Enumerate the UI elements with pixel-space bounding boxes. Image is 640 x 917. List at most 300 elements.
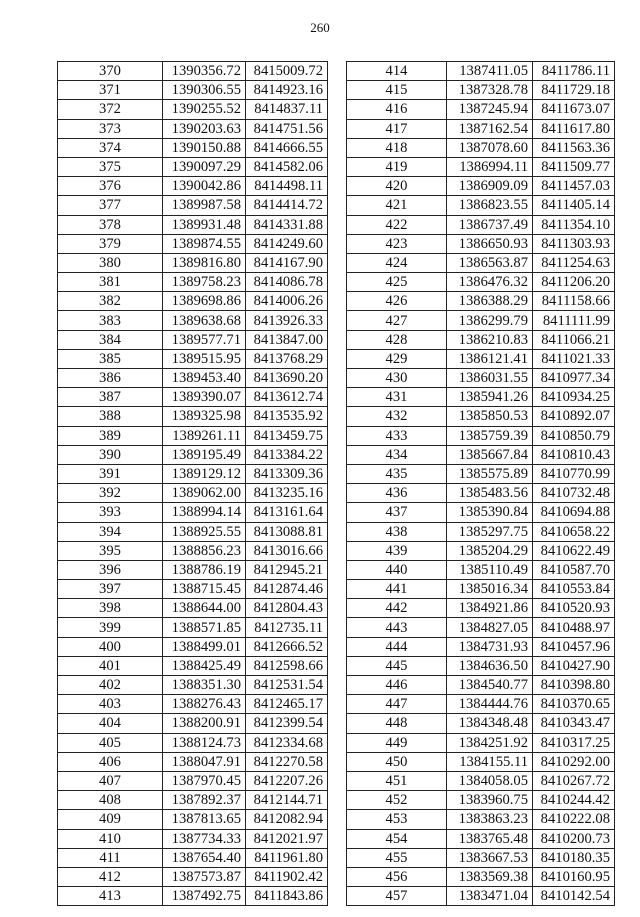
y-coordinate-cell: 8411303.93: [533, 234, 615, 253]
x-coordinate-cell: 1389195.49: [163, 445, 246, 464]
y-coordinate-cell: 8411111.99: [533, 311, 615, 330]
table-row: [58, 234, 328, 253]
coordinate-table-left: [57, 61, 328, 906]
x-coordinate-cell: 1386031.55: [447, 369, 533, 388]
x-coordinate-cell: 1387328.78: [447, 81, 533, 100]
table-row: [58, 848, 328, 867]
y-coordinate-cell: 8410370.65: [533, 695, 615, 714]
y-coordinate-cell: 8410934.25: [533, 388, 615, 407]
y-coordinate-cell: 8413235.16: [246, 484, 328, 503]
y-coordinate-cell: 8411902.42: [246, 867, 328, 886]
y-coordinate-cell: 8410180.35: [533, 848, 615, 867]
y-coordinate-cell: 8410810.43: [533, 445, 615, 464]
table-row: [58, 695, 328, 714]
point-number-cell: 397: [58, 580, 163, 599]
point-number-cell: 437: [347, 503, 447, 522]
point-number-cell: 434: [347, 445, 447, 464]
point-number-cell: 455: [347, 848, 447, 867]
x-coordinate-cell: 1384058.05: [447, 771, 533, 790]
y-coordinate-cell: 8410520.93: [533, 599, 615, 618]
y-coordinate-cell: 8410142.54: [533, 887, 615, 906]
table-row: [58, 676, 328, 695]
table-row: [58, 810, 328, 829]
x-coordinate-cell: 1389758.23: [163, 273, 246, 292]
x-coordinate-cell: 1384636.50: [447, 656, 533, 675]
table-row: [58, 100, 328, 119]
y-coordinate-cell: 8411066.21: [533, 330, 615, 349]
x-coordinate-cell: 1390097.29: [163, 157, 246, 176]
point-number-cell: 427: [347, 311, 447, 330]
x-coordinate-cell: 1387734.33: [163, 829, 246, 848]
x-coordinate-cell: 1383960.75: [447, 791, 533, 810]
y-coordinate-cell: 8412144.71: [246, 791, 328, 810]
table-row: [58, 580, 328, 599]
y-coordinate-cell: 8411254.63: [533, 253, 615, 272]
point-number-cell: 428: [347, 330, 447, 349]
table-row: [58, 157, 328, 176]
y-coordinate-cell: 8412082.94: [246, 810, 328, 829]
x-coordinate-cell: 1388200.91: [163, 714, 246, 733]
x-coordinate-cell: 1387245.94: [447, 100, 533, 119]
point-number-cell: 436: [347, 484, 447, 503]
y-coordinate-cell: 8411158.66: [533, 292, 615, 311]
point-number-cell: 433: [347, 426, 447, 445]
table-row: [347, 599, 615, 618]
y-coordinate-cell: 8415009.72: [246, 62, 328, 81]
x-coordinate-cell: 1386737.49: [447, 215, 533, 234]
y-coordinate-cell: 8411673.07: [533, 100, 615, 119]
point-number-cell: 401: [58, 656, 163, 675]
y-coordinate-cell: 8410160.95: [533, 867, 615, 886]
table-row: [58, 599, 328, 618]
x-coordinate-cell: 1384540.77: [447, 676, 533, 695]
point-number-cell: 413: [58, 887, 163, 906]
x-coordinate-cell: 1388124.73: [163, 733, 246, 752]
point-number-cell: 443: [347, 618, 447, 637]
point-number-cell: 445: [347, 656, 447, 675]
table-row: [347, 100, 615, 119]
point-number-cell: 442: [347, 599, 447, 618]
point-number-cell: 383: [58, 311, 163, 330]
table-row: [58, 215, 328, 234]
point-number-cell: 416: [347, 100, 447, 119]
table-row: [347, 676, 615, 695]
x-coordinate-cell: 1384155.11: [447, 752, 533, 771]
y-coordinate-cell: 8413847.00: [246, 330, 328, 349]
x-coordinate-cell: 1389325.98: [163, 407, 246, 426]
y-coordinate-cell: 8410770.99: [533, 464, 615, 483]
table-row: [347, 407, 615, 426]
table-row: [58, 407, 328, 426]
point-number-cell: 440: [347, 560, 447, 579]
point-number-cell: 370: [58, 62, 163, 81]
y-coordinate-cell: 8414923.16: [246, 81, 328, 100]
point-number-cell: 452: [347, 791, 447, 810]
table-row: [58, 369, 328, 388]
y-coordinate-cell: 8412874.46: [246, 580, 328, 599]
y-coordinate-cell: 8412735.11: [246, 618, 328, 637]
table-row: [58, 464, 328, 483]
x-coordinate-cell: 1388856.23: [163, 541, 246, 560]
x-coordinate-cell: 1384921.86: [447, 599, 533, 618]
x-coordinate-cell: 1389062.00: [163, 484, 246, 503]
x-coordinate-cell: 1383863.23: [447, 810, 533, 829]
y-coordinate-cell: 8413612.74: [246, 388, 328, 407]
point-number-cell: 371: [58, 81, 163, 100]
x-coordinate-cell: 1385759.39: [447, 426, 533, 445]
y-coordinate-cell: 8412021.97: [246, 829, 328, 848]
y-coordinate-cell: 8410732.48: [533, 484, 615, 503]
point-number-cell: 453: [347, 810, 447, 829]
table-row: [347, 522, 615, 541]
table-row: [58, 714, 328, 733]
y-coordinate-cell: 8410850.79: [533, 426, 615, 445]
y-coordinate-cell: 8410222.08: [533, 810, 615, 829]
x-coordinate-cell: 1388994.14: [163, 503, 246, 522]
table-row: [347, 215, 615, 234]
x-coordinate-cell: 1390150.88: [163, 138, 246, 157]
point-number-cell: 441: [347, 580, 447, 599]
point-number-cell: 386: [58, 369, 163, 388]
x-coordinate-cell: 1386299.79: [447, 311, 533, 330]
x-coordinate-cell: 1385850.53: [447, 407, 533, 426]
point-number-cell: 422: [347, 215, 447, 234]
table-row: [58, 503, 328, 522]
table-row: [58, 81, 328, 100]
x-coordinate-cell: 1385941.26: [447, 388, 533, 407]
table-row: [347, 829, 615, 848]
table-row: [347, 848, 615, 867]
table-row: [58, 292, 328, 311]
x-coordinate-cell: 1386823.55: [447, 196, 533, 215]
table-row: [58, 733, 328, 752]
y-coordinate-cell: 8413384.22: [246, 445, 328, 464]
table-row: [347, 349, 615, 368]
x-coordinate-cell: 1385204.29: [447, 541, 533, 560]
x-coordinate-cell: 1384348.48: [447, 714, 533, 733]
x-coordinate-cell: 1387892.37: [163, 791, 246, 810]
table-row: [347, 388, 615, 407]
y-coordinate-cell: 8414086.78: [246, 273, 328, 292]
table-row: [58, 426, 328, 445]
point-number-cell: 376: [58, 177, 163, 196]
table-row: [58, 656, 328, 675]
x-coordinate-cell: 1385110.49: [447, 560, 533, 579]
x-coordinate-cell: 1387411.05: [447, 62, 533, 81]
x-coordinate-cell: 1384827.05: [447, 618, 533, 637]
point-number-cell: 387: [58, 388, 163, 407]
y-coordinate-cell: 8410658.22: [533, 522, 615, 541]
y-coordinate-cell: 8410892.07: [533, 407, 615, 426]
x-coordinate-cell: 1388644.00: [163, 599, 246, 618]
page-number: 260: [310, 20, 330, 35]
table-row: [58, 138, 328, 157]
y-coordinate-cell: 8410398.80: [533, 676, 615, 695]
point-number-cell: 377: [58, 196, 163, 215]
y-coordinate-cell: 8414582.06: [246, 157, 328, 176]
y-coordinate-cell: 8410267.72: [533, 771, 615, 790]
x-coordinate-cell: 1386210.83: [447, 330, 533, 349]
x-coordinate-cell: 1388786.19: [163, 560, 246, 579]
table-row: [58, 637, 328, 656]
point-number-cell: 429: [347, 349, 447, 368]
x-coordinate-cell: 1388571.85: [163, 618, 246, 637]
point-number-cell: 385: [58, 349, 163, 368]
y-coordinate-cell: 8411354.10: [533, 215, 615, 234]
point-number-cell: 418: [347, 138, 447, 157]
table-row: [347, 464, 615, 483]
x-coordinate-cell: 1389816.80: [163, 253, 246, 272]
x-coordinate-cell: 1385390.84: [447, 503, 533, 522]
x-coordinate-cell: 1389261.11: [163, 426, 246, 445]
x-coordinate-cell: 1389577.71: [163, 330, 246, 349]
point-number-cell: 391: [58, 464, 163, 483]
point-number-cell: 426: [347, 292, 447, 311]
y-coordinate-cell: 8414167.90: [246, 253, 328, 272]
point-number-cell: 406: [58, 752, 163, 771]
table-row: [58, 388, 328, 407]
x-coordinate-cell: 1388351.30: [163, 676, 246, 695]
y-coordinate-cell: 8410292.00: [533, 752, 615, 771]
x-coordinate-cell: 1387162.54: [447, 119, 533, 138]
x-coordinate-cell: 1387654.40: [163, 848, 246, 867]
x-coordinate-cell: 1387813.65: [163, 810, 246, 829]
y-coordinate-cell: 8412270.58: [246, 752, 328, 771]
table-row: [347, 157, 615, 176]
point-number-cell: 396: [58, 560, 163, 579]
point-number-cell: 394: [58, 522, 163, 541]
x-coordinate-cell: 1390356.72: [163, 62, 246, 81]
y-coordinate-cell: 8411729.18: [533, 81, 615, 100]
y-coordinate-cell: 8412804.43: [246, 599, 328, 618]
table-row: [58, 484, 328, 503]
x-coordinate-cell: 1386563.87: [447, 253, 533, 272]
y-coordinate-cell: 8413016.66: [246, 541, 328, 560]
table-row: [58, 791, 328, 810]
table-row: [58, 349, 328, 368]
table-row: [347, 887, 615, 906]
x-coordinate-cell: 1390306.55: [163, 81, 246, 100]
point-number-cell: 380: [58, 253, 163, 272]
table-row: [347, 484, 615, 503]
y-coordinate-cell: 8410977.34: [533, 369, 615, 388]
point-number-cell: 454: [347, 829, 447, 848]
x-coordinate-cell: 1389129.12: [163, 464, 246, 483]
y-coordinate-cell: 8411509.77: [533, 157, 615, 176]
table-row: [58, 119, 328, 138]
y-coordinate-cell: 8414837.11: [246, 100, 328, 119]
x-coordinate-cell: 1389453.40: [163, 369, 246, 388]
table-row: [58, 771, 328, 790]
table-row: [347, 867, 615, 886]
x-coordinate-cell: 1389874.55: [163, 234, 246, 253]
point-number-cell: 405: [58, 733, 163, 752]
point-number-cell: 378: [58, 215, 163, 234]
x-coordinate-cell: 1388925.55: [163, 522, 246, 541]
y-coordinate-cell: 8412334.68: [246, 733, 328, 752]
y-coordinate-cell: 8412465.17: [246, 695, 328, 714]
y-coordinate-cell: 8414498.11: [246, 177, 328, 196]
x-coordinate-cell: 1386121.41: [447, 349, 533, 368]
point-number-cell: 398: [58, 599, 163, 618]
table-row: [347, 81, 615, 100]
y-coordinate-cell: 8413535.92: [246, 407, 328, 426]
y-coordinate-cell: 8412598.66: [246, 656, 328, 675]
y-coordinate-cell: 8413459.75: [246, 426, 328, 445]
x-coordinate-cell: 1385483.56: [447, 484, 533, 503]
y-coordinate-cell: 8412945.21: [246, 560, 328, 579]
table-row: [58, 253, 328, 272]
y-coordinate-cell: 8411617.80: [533, 119, 615, 138]
y-coordinate-cell: 8414331.88: [246, 215, 328, 234]
x-coordinate-cell: 1389515.95: [163, 349, 246, 368]
x-coordinate-cell: 1387970.45: [163, 771, 246, 790]
y-coordinate-cell: 8411563.36: [533, 138, 615, 157]
point-number-cell: 439: [347, 541, 447, 560]
x-coordinate-cell: 1390042.86: [163, 177, 246, 196]
y-coordinate-cell: 8410622.49: [533, 541, 615, 560]
table-row: [347, 752, 615, 771]
x-coordinate-cell: 1386388.29: [447, 292, 533, 311]
point-number-cell: 375: [58, 157, 163, 176]
table-row: [347, 656, 615, 675]
x-coordinate-cell: 1384444.76: [447, 695, 533, 714]
table-row: [347, 733, 615, 752]
y-coordinate-cell: 8413690.20: [246, 369, 328, 388]
x-coordinate-cell: 1386476.32: [447, 273, 533, 292]
table-row: [347, 503, 615, 522]
point-number-cell: 400: [58, 637, 163, 656]
point-number-cell: 392: [58, 484, 163, 503]
y-coordinate-cell: 8414414.72: [246, 196, 328, 215]
table-row: [347, 810, 615, 829]
point-number-cell: 444: [347, 637, 447, 656]
point-number-cell: 379: [58, 234, 163, 253]
point-number-cell: 412: [58, 867, 163, 886]
x-coordinate-cell: 1387573.87: [163, 867, 246, 886]
x-coordinate-cell: 1384731.93: [447, 637, 533, 656]
point-number-cell: 420: [347, 177, 447, 196]
y-coordinate-cell: 8411457.03: [533, 177, 615, 196]
point-number-cell: 388: [58, 407, 163, 426]
y-coordinate-cell: 8412399.54: [246, 714, 328, 733]
point-number-cell: 421: [347, 196, 447, 215]
table-row: [347, 560, 615, 579]
x-coordinate-cell: 1383765.48: [447, 829, 533, 848]
table-row: [347, 541, 615, 560]
x-coordinate-cell: 1387492.75: [163, 887, 246, 906]
point-number-cell: 389: [58, 426, 163, 445]
y-coordinate-cell: 8412666.52: [246, 637, 328, 656]
y-coordinate-cell: 8410200.73: [533, 829, 615, 848]
point-number-cell: 423: [347, 234, 447, 253]
y-coordinate-cell: 8410553.84: [533, 580, 615, 599]
x-coordinate-cell: 1383667.53: [447, 848, 533, 867]
table-row: [347, 253, 615, 272]
table-row: [347, 580, 615, 599]
table-row: [347, 234, 615, 253]
point-number-cell: 384: [58, 330, 163, 349]
table-row: [347, 292, 615, 311]
table-row: [347, 119, 615, 138]
y-coordinate-cell: 8413768.29: [246, 349, 328, 368]
x-coordinate-cell: 1388276.43: [163, 695, 246, 714]
table-row: [347, 273, 615, 292]
point-number-cell: 432: [347, 407, 447, 426]
x-coordinate-cell: 1386994.11: [447, 157, 533, 176]
point-number-cell: 449: [347, 733, 447, 752]
point-number-cell: 417: [347, 119, 447, 138]
table-row: [58, 273, 328, 292]
y-coordinate-cell: 8411405.14: [533, 196, 615, 215]
table-row: [347, 695, 615, 714]
x-coordinate-cell: 1390255.52: [163, 100, 246, 119]
y-coordinate-cell: 8411786.11: [533, 62, 615, 81]
y-coordinate-cell: 8411961.80: [246, 848, 328, 867]
y-coordinate-cell: 8411021.33: [533, 349, 615, 368]
table-row: [58, 522, 328, 541]
table-row: [347, 637, 615, 656]
point-number-cell: 409: [58, 810, 163, 829]
point-number-cell: 419: [347, 157, 447, 176]
table-row: [347, 330, 615, 349]
coordinate-table-right: [346, 61, 615, 906]
y-coordinate-cell: 8410694.88: [533, 503, 615, 522]
point-number-cell: 415: [347, 81, 447, 100]
point-number-cell: 408: [58, 791, 163, 810]
point-number-cell: 381: [58, 273, 163, 292]
x-coordinate-cell: 1385016.34: [447, 580, 533, 599]
x-coordinate-cell: 1385575.89: [447, 464, 533, 483]
x-coordinate-cell: 1388047.91: [163, 752, 246, 771]
x-coordinate-cell: 1384251.92: [447, 733, 533, 752]
point-number-cell: 410: [58, 829, 163, 848]
y-coordinate-cell: 8414006.26: [246, 292, 328, 311]
point-number-cell: 403: [58, 695, 163, 714]
point-number-cell: 448: [347, 714, 447, 733]
y-coordinate-cell: 8414666.55: [246, 138, 328, 157]
y-coordinate-cell: 8413161.64: [246, 503, 328, 522]
point-number-cell: 382: [58, 292, 163, 311]
table-row: [58, 541, 328, 560]
table-row: [58, 618, 328, 637]
y-coordinate-cell: 8410317.25: [533, 733, 615, 752]
table-row: [58, 62, 328, 81]
y-coordinate-cell: 8413309.36: [246, 464, 328, 483]
x-coordinate-cell: 1383569.38: [447, 867, 533, 886]
table-row: [347, 714, 615, 733]
table-row: [58, 829, 328, 848]
table-row: [347, 771, 615, 790]
point-number-cell: 430: [347, 369, 447, 388]
y-coordinate-cell: 8414249.60: [246, 234, 328, 253]
point-number-cell: 446: [347, 676, 447, 695]
point-number-cell: 402: [58, 676, 163, 695]
point-number-cell: 411: [58, 848, 163, 867]
point-number-cell: 425: [347, 273, 447, 292]
y-coordinate-cell: 8410343.47: [533, 714, 615, 733]
table-row: [58, 311, 328, 330]
point-number-cell: 374: [58, 138, 163, 157]
x-coordinate-cell: 1386909.09: [447, 177, 533, 196]
point-number-cell: 390: [58, 445, 163, 464]
x-coordinate-cell: 1388425.49: [163, 656, 246, 675]
y-coordinate-cell: 8410244.42: [533, 791, 615, 810]
y-coordinate-cell: 8411206.20: [533, 273, 615, 292]
table-row: [347, 177, 615, 196]
y-coordinate-cell: 8411843.86: [246, 887, 328, 906]
x-coordinate-cell: 1389638.68: [163, 311, 246, 330]
